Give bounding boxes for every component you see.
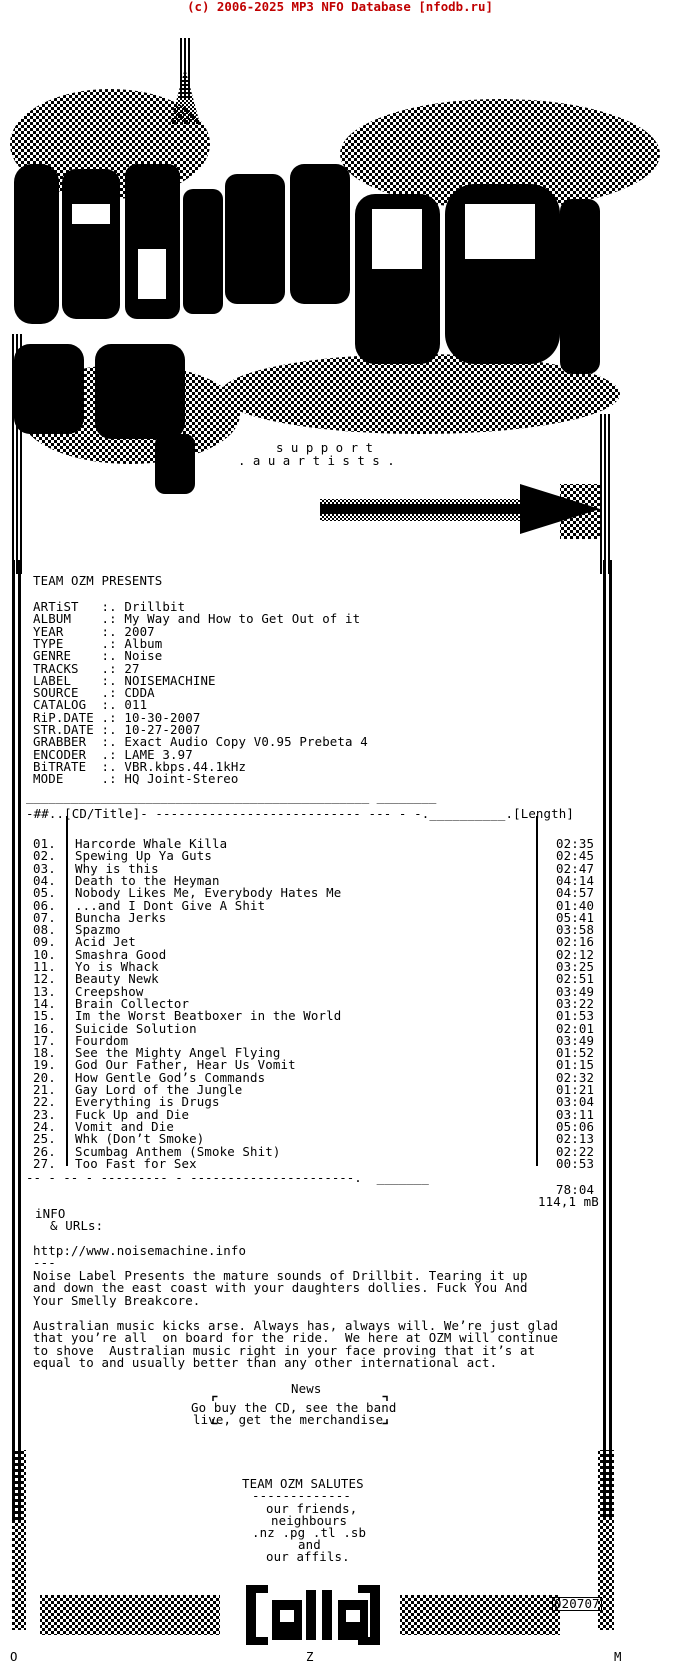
track-title: Fourdom xyxy=(75,1032,129,1048)
track-length: 03:22 xyxy=(556,995,595,1011)
meta-value: VBR.kbps.44.1kHz xyxy=(124,758,247,774)
track-title: Spewing Up Ya Guts xyxy=(75,848,212,864)
track-length: 01:15 xyxy=(556,1057,595,1073)
meta-key: STR.DATE :. xyxy=(33,722,117,737)
corner-mid: Z xyxy=(306,1649,314,1664)
track-number: 09. xyxy=(33,934,56,950)
track-length: 02:32 xyxy=(556,1069,595,1085)
meta-key: MODE .: xyxy=(33,771,117,787)
track-length: 02:12 xyxy=(556,946,595,962)
track-title: Acid Jet xyxy=(75,934,136,950)
meta-value: My Way and How to Get Out of it xyxy=(124,611,361,627)
track-number: 25. xyxy=(33,1131,56,1147)
meta-key: YEAR :. xyxy=(33,623,117,639)
meta-key: ENCODER .: xyxy=(33,746,117,762)
track-title: Everything is Drugs xyxy=(75,1094,220,1110)
paragraph-line: and down the east coast with your daughters dollies. Fuck You And xyxy=(33,1280,528,1296)
track-title: Gay Lord of the Jungle xyxy=(75,1082,243,1097)
paragraph-line: to shove Australian music right in your face proving that it’s at xyxy=(33,1342,536,1358)
meta-value: Album xyxy=(124,635,163,651)
paragraph-line: Your Smelly Breakcore. xyxy=(33,1292,201,1308)
track-length: 01:53 xyxy=(556,1008,595,1024)
paragraph-line: Noise Label Presents the mature sounds of Drillbit. Tearing it up xyxy=(33,1268,528,1283)
track-number: 10. xyxy=(33,946,56,962)
meta-key: LABEL :. xyxy=(33,672,117,688)
meta-value: 27 xyxy=(124,660,140,676)
track-length: 05:06 xyxy=(556,1118,595,1134)
ozm-logo-art xyxy=(0,14,680,574)
track-number: 21. xyxy=(33,1082,56,1097)
track-length: 01:52 xyxy=(556,1045,595,1061)
track-title: Too Fast for Sex xyxy=(75,1155,197,1171)
right-frame xyxy=(600,560,612,1520)
track-number: 03. xyxy=(33,860,56,876)
corner-left: O xyxy=(10,1649,18,1664)
track-title: Spazmo xyxy=(75,922,121,938)
track-title: Beauty Newk xyxy=(75,971,159,987)
track-number: 22. xyxy=(33,1094,56,1110)
total-size: 114,1 mB xyxy=(538,1194,599,1209)
track-length: 03:25 xyxy=(556,959,595,974)
track-number: 08. xyxy=(33,922,56,938)
meta-value: 10-30-2007 xyxy=(124,709,201,725)
meta-value: Noise xyxy=(124,648,163,664)
track-title: How Gentle God’s Commands xyxy=(75,1069,266,1085)
track-length: 02:16 xyxy=(556,934,595,950)
track-title: Yo is Whack xyxy=(75,959,159,974)
track-number: 20. xyxy=(33,1069,56,1085)
track-length: 03:58 xyxy=(556,922,595,938)
friends-line-5: our affils. xyxy=(266,1549,350,1564)
track-title: See the Mighty Angel Flying xyxy=(75,1045,281,1061)
track-number: 13. xyxy=(33,983,56,999)
news-line-1: Go buy the CD, see the band xyxy=(191,1400,397,1415)
news-title: News xyxy=(291,1381,322,1396)
meta-value: CDDA xyxy=(124,685,155,701)
track-number: 15. xyxy=(33,1008,56,1024)
friends-line-1: our friends, xyxy=(266,1501,358,1516)
table-bottom-rule: -- - -- - --------- - ----------------------. _______ xyxy=(26,1170,429,1185)
meta-value: 011 xyxy=(124,697,148,713)
meta-key: CATALOG :. xyxy=(33,697,117,713)
art-tag: [mR] xyxy=(354,324,384,339)
track-number: 17. xyxy=(33,1032,56,1048)
track-number: 01. xyxy=(33,836,56,851)
track-length: 03:49 xyxy=(556,1032,595,1048)
meta-value: LAME 3.97 xyxy=(124,746,193,762)
meta-key: ALBUM .: xyxy=(33,611,117,627)
meta-key: BiTRATE :. xyxy=(33,758,117,774)
track-title: ...and I Dont Give A Shit xyxy=(75,897,266,913)
info-title: iNFO xyxy=(35,1206,66,1221)
track-length: 02:22 xyxy=(556,1143,595,1159)
track-title: Smashra Good xyxy=(75,946,167,962)
left-frame xyxy=(12,560,24,1520)
au-artists-text: . a u a r t i s t s . xyxy=(238,453,395,468)
meta-key: RiP.DATE .: xyxy=(33,709,117,725)
title-column-rule xyxy=(66,816,70,1166)
track-number: 07. xyxy=(33,909,56,925)
track-number: 18. xyxy=(33,1045,56,1061)
track-length: 03:04 xyxy=(556,1094,595,1110)
corner-right: M xyxy=(614,1649,622,1664)
track-number: 24. xyxy=(33,1118,56,1134)
track-title: Scumbag Anthem (Smoke Shit) xyxy=(75,1143,281,1159)
meta-value: Drillbit xyxy=(124,599,186,614)
date-tag: 020707 xyxy=(554,1596,600,1611)
meta-value: 2007 xyxy=(124,623,155,639)
track-length: 02:01 xyxy=(556,1020,595,1036)
track-number: 23. xyxy=(33,1106,56,1122)
friends-line-3: .nz .pg .tl .sb xyxy=(252,1525,367,1540)
salutes-rule: ------------- xyxy=(252,1488,351,1503)
support-text: s u p p o r t xyxy=(276,440,373,455)
track-length: 04:57 xyxy=(556,885,595,901)
track-number: 14. xyxy=(33,995,56,1011)
track-number: 16. xyxy=(33,1020,56,1036)
length-column-rule xyxy=(536,816,540,1166)
table-header: -##..[CD/Title]- --------------------------- --- - -.__________.[Length] xyxy=(26,806,574,821)
track-number: 11. xyxy=(33,959,56,974)
track-length: 05:41 xyxy=(556,909,595,925)
length-col-header: [Length] xyxy=(513,806,574,821)
meta-value: 10-27-2007 xyxy=(124,722,201,737)
num-col-header: ##. xyxy=(33,806,57,821)
track-title: Buncha Jerks xyxy=(75,909,167,925)
track-length: 02:51 xyxy=(556,971,595,987)
track-title: Whk (Don’t Smoke) xyxy=(75,1131,205,1147)
track-number: 19. xyxy=(33,1057,56,1073)
track-length: 02:35 xyxy=(556,836,595,851)
track-title: Fuck Up and Die xyxy=(75,1106,190,1122)
meta-key: TYPE .: xyxy=(33,635,117,651)
track-length: 00:53 xyxy=(556,1155,595,1171)
presents-title: TEAM OZM PRESENTS xyxy=(33,573,163,588)
track-number: 04. xyxy=(33,872,56,888)
meta-key: GENRE :. xyxy=(33,648,117,664)
track-number: 06. xyxy=(33,897,56,913)
track-title: Brain Collector xyxy=(75,995,190,1011)
track-number: 12. xyxy=(33,971,56,987)
track-number: 27. xyxy=(33,1155,56,1171)
track-title: Death to the Heyman xyxy=(75,872,220,888)
track-number: 26. xyxy=(33,1143,56,1159)
track-length: 02:45 xyxy=(556,848,595,864)
site-header: (c) 2006-2025 MP3 NFO Database [nfodb.ru] xyxy=(187,0,493,14)
title-col-header: [CD/Title] xyxy=(64,806,141,821)
bottom-ornament xyxy=(0,1430,680,1660)
friends-line-2: neighbours xyxy=(271,1513,348,1528)
track-length: 01:40 xyxy=(556,897,595,913)
paragraph-line: Australian music kicks arse. Always has, always will. We’re just glad xyxy=(33,1318,559,1333)
table-top-rule: ______________________________________________ ________ xyxy=(26,789,437,804)
meta-key: ARTiST :. xyxy=(33,599,117,614)
track-title: God Our Father, Hear Us Vomit xyxy=(75,1057,296,1073)
friends-line-4: and xyxy=(298,1537,321,1552)
track-length: 03:49 xyxy=(556,983,595,999)
track-title: Why is this xyxy=(75,860,159,876)
meta-value: HQ Joint-Stereo xyxy=(124,771,239,787)
total-time: 78:04 xyxy=(556,1182,595,1197)
url-rule: --- xyxy=(33,1255,56,1270)
meta-row xyxy=(33,773,239,785)
meta-value: NOISEMACHINE xyxy=(124,672,216,688)
track-length: 04:14 xyxy=(556,872,595,888)
label-url[interactable]: http://www.noisemachine.info xyxy=(33,1243,247,1258)
track-title: Creepshow xyxy=(75,983,144,999)
paragraph-line: equal to and usually better than any other international act. xyxy=(33,1354,498,1370)
track-title: Im the Worst Beatboxer in the World xyxy=(75,1008,342,1024)
track-number: 05. xyxy=(33,885,56,901)
track-number: 02. xyxy=(33,848,56,864)
urls-title: & URLs: xyxy=(50,1218,104,1233)
meta-key: SOURCE .: xyxy=(33,685,117,701)
meta-key: TRACKS .: xyxy=(33,660,117,676)
track-title: Vomit and Die xyxy=(75,1118,174,1134)
track-length: 02:13 xyxy=(556,1131,595,1147)
track-title: Suicide Solution xyxy=(75,1020,197,1036)
track-title: Nobody Likes Me, Everybody Hates Me xyxy=(75,885,342,901)
track-length: 03:11 xyxy=(556,1106,595,1122)
salutes-title: TEAM OZM SALUTES xyxy=(242,1476,364,1491)
paragraph-line: that you’re all on board for the ride. We here at OZM will continue xyxy=(33,1330,559,1346)
track-length: 01:21 xyxy=(556,1082,595,1097)
meta-value: Exact Audio Copy V0.95 Prebeta 4 xyxy=(124,734,368,750)
meta-key: GRABBER :. xyxy=(33,734,117,750)
track-title: Harcorde Whale Killa xyxy=(75,836,228,851)
track-length: 02:47 xyxy=(556,860,595,876)
news-line-2: live, get the merchandise. xyxy=(193,1412,391,1427)
